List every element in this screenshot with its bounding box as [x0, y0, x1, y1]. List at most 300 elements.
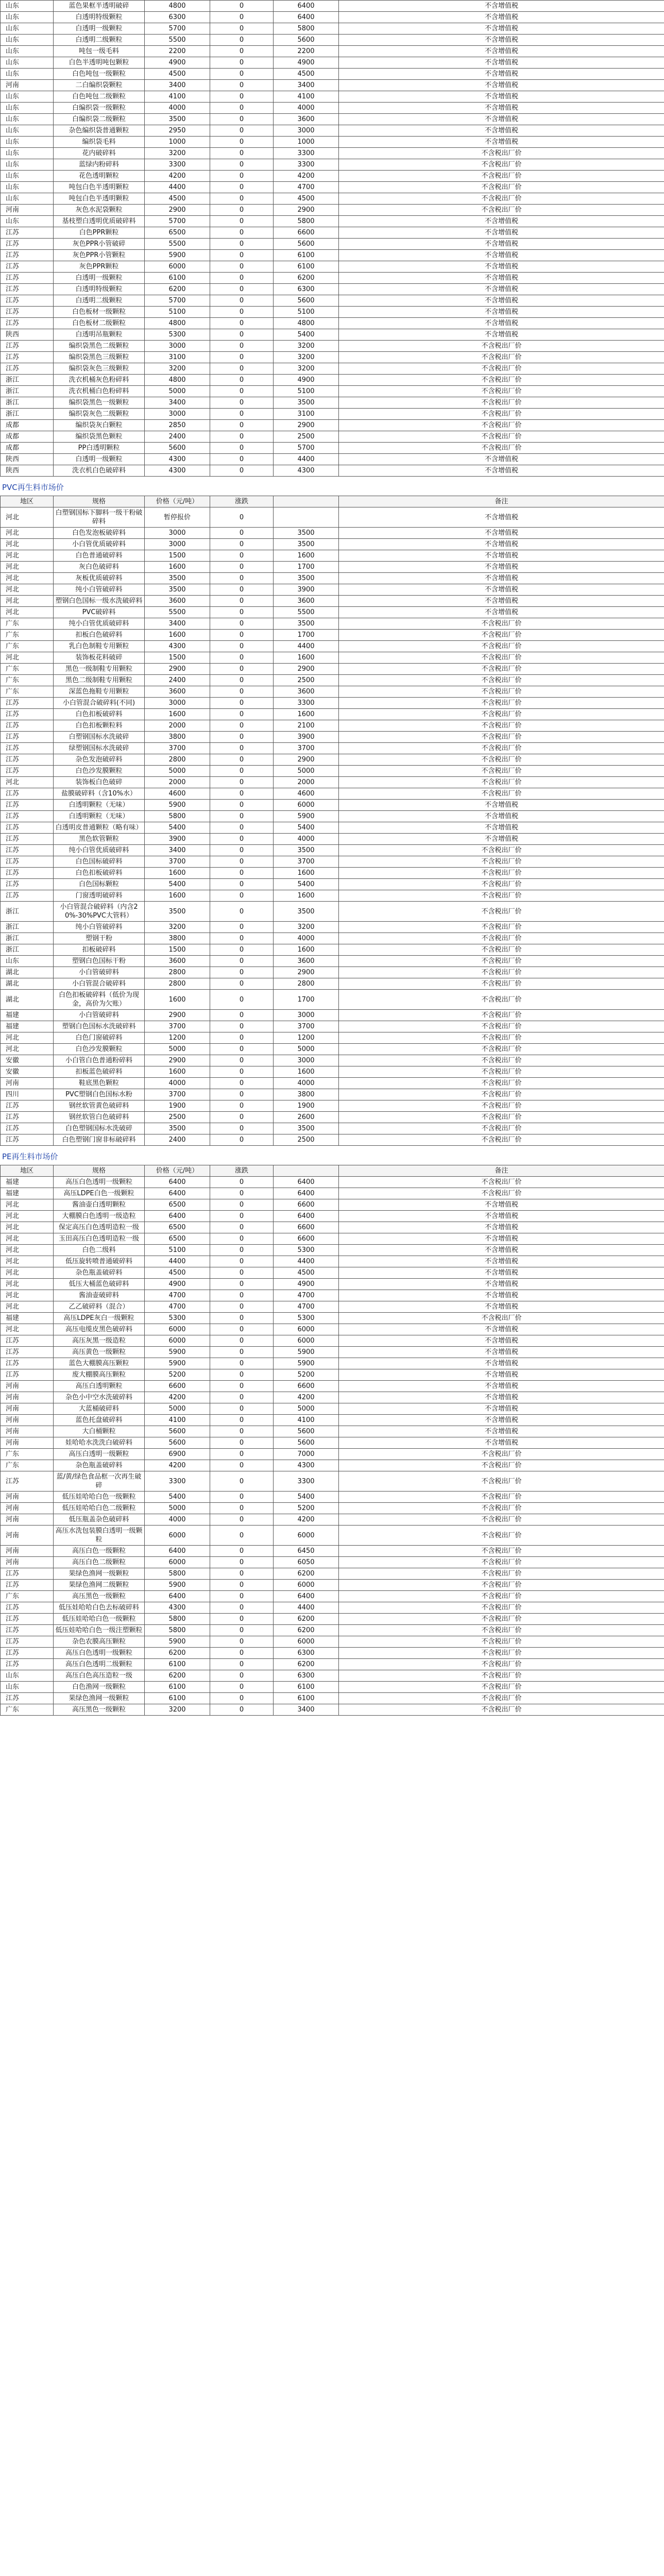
remark-cell: 不含税出厂价: [339, 1670, 664, 1682]
spec-cell: 蓝绿内粉碎料: [54, 159, 145, 171]
change-cell: 0: [210, 1546, 274, 1557]
remark-cell: 不含税出厂价: [339, 732, 664, 743]
remark-cell: 不含税出厂价: [339, 148, 664, 159]
price-high-cell: 4000: [274, 933, 339, 944]
region-cell: 江苏: [1, 1614, 54, 1625]
table-row: [1, 159, 664, 171]
price-high-cell: 5600: [274, 1426, 339, 1437]
price-cell: 2900: [145, 664, 210, 675]
column-header-extra: [274, 1165, 339, 1177]
spec-cell: 灰色PPR小管破碎: [54, 239, 145, 250]
spec-cell: 编织袋黑色三级颗粒: [54, 352, 145, 363]
spec-cell: 钢丝软管白色破碎料: [54, 1112, 145, 1123]
region-cell: 河南: [1, 1546, 54, 1557]
change-cell: 0: [210, 967, 274, 978]
price-high-cell: 5000: [274, 766, 339, 777]
remark-cell: 不含税出厂价: [339, 182, 664, 193]
spec-cell: 白色半透明吨包颗粒: [54, 57, 145, 69]
price-high-cell: 3500: [274, 618, 339, 630]
spec-cell: 洗衣机桶灰色粉碎料: [54, 375, 145, 386]
spec-cell: 低压娃哈哈白色二级颗粒: [54, 1503, 145, 1514]
spec-cell: 白色发泡板破碎料: [54, 528, 145, 539]
price-high-cell: 3300: [274, 1471, 339, 1492]
change-cell: 0: [210, 443, 274, 454]
table-row: [1, 1492, 664, 1503]
price-high-cell: 4700: [274, 182, 339, 193]
change-cell: 0: [210, 933, 274, 944]
remark-cell: 不含增值税: [339, 454, 664, 465]
region-cell: 广东: [1, 1704, 54, 1716]
spec-cell: 塑钢干粉: [54, 933, 145, 944]
price-high-cell: 5900: [274, 811, 339, 822]
table-row: [1, 193, 664, 205]
table-row: [1, 1134, 664, 1146]
spec-cell: 小白管混合破碎料（内含20%-30%PVC大管料）: [54, 902, 145, 922]
price-cell: 5800: [145, 1625, 210, 1636]
price-cell: 6100: [145, 1682, 210, 1693]
column-header-price: 价格（元/吨）: [145, 496, 210, 507]
price-high-cell: 6300: [274, 1648, 339, 1659]
spec-cell: 乳白色制鞋专用颗粒: [54, 641, 145, 652]
remark-cell: 不含增值税: [339, 1324, 664, 1335]
spec-cell: 灰板优质破碎料: [54, 573, 145, 584]
price-cell: 1600: [145, 890, 210, 902]
table-row: [1, 216, 664, 227]
spec-cell: 白色沙发膜颗粒: [54, 1044, 145, 1055]
region-cell: 山东: [1, 159, 54, 171]
remark-cell: 不含增值税: [339, 596, 664, 607]
change-cell: 0: [210, 902, 274, 922]
price-high-cell: 3400: [274, 80, 339, 91]
remark-cell: 不含增值税: [339, 1222, 664, 1233]
spec-cell: 高压LDPE灰白一级颗粒: [54, 1313, 145, 1324]
price-high-cell: 6200: [274, 1625, 339, 1636]
price-high-cell: 5400: [274, 329, 339, 341]
price-cell: 4700: [145, 1301, 210, 1313]
change-cell: 0: [210, 1503, 274, 1514]
price-cell: 1600: [145, 1066, 210, 1078]
remark-cell: 不含增值税: [339, 573, 664, 584]
change-cell: 0: [210, 1648, 274, 1659]
spec-cell: 高压黄色一级颗粒: [54, 1347, 145, 1358]
table-row: [1, 1032, 664, 1044]
price-high-cell: 6600: [274, 227, 339, 239]
spec-cell: 白色扣板颗粒料: [54, 720, 145, 732]
price-high-cell: 3400: [274, 1704, 339, 1716]
table-row: [1, 273, 664, 284]
region-cell: 江苏: [1, 1625, 54, 1636]
remark-cell: 不含增值税: [339, 550, 664, 562]
price-cell: 4400: [145, 1256, 210, 1267]
spec-cell: 扣板蓝色破碎料: [54, 1066, 145, 1078]
price-cell: 3500: [145, 114, 210, 125]
remark-cell: 不含税出厂价: [339, 754, 664, 766]
price-cell: 5000: [145, 1503, 210, 1514]
change-cell: 0: [210, 375, 274, 386]
change-cell: 0: [210, 363, 274, 375]
region-cell: 广东: [1, 618, 54, 630]
price-high-cell: 6600: [274, 1222, 339, 1233]
spec-cell: 白色板材一级颗粒: [54, 307, 145, 318]
price-high-cell: 5500: [274, 607, 339, 618]
table-row: [1, 562, 664, 573]
table-row: [1, 1279, 664, 1290]
remark-cell: 不含增值税: [339, 1369, 664, 1381]
spec-cell: 吨包白色半透明颗粒: [54, 193, 145, 205]
remark-cell: 不含税出厂价: [339, 933, 664, 944]
spec-cell: 废大棚膜高压颗粒: [54, 1369, 145, 1381]
spec-cell: 编织袋毛料: [54, 137, 145, 148]
price-high-cell: 5200: [274, 1503, 339, 1514]
column-header-change: 涨跌: [210, 1165, 274, 1177]
change-cell: 0: [210, 879, 274, 890]
remark-cell: 不含税出厂价: [339, 788, 664, 800]
price-high-cell: 6000: [274, 1580, 339, 1591]
price-cell: 5600: [145, 1426, 210, 1437]
price-cell: 3400: [145, 618, 210, 630]
table-row: [1, 1369, 664, 1381]
region-cell: 河北: [1, 1199, 54, 1211]
region-cell: 广东: [1, 675, 54, 686]
remark-cell: 不含税出厂价: [339, 766, 664, 777]
spec-cell: 白色渔网一级颗粒: [54, 1682, 145, 1693]
price-high-cell: 6400: [274, 12, 339, 23]
table-row: [1, 573, 664, 584]
spec-cell: 白色沙发膜颗粒: [54, 766, 145, 777]
region-cell: 江苏: [1, 698, 54, 709]
remark-cell: 不含税出厂价: [339, 1188, 664, 1199]
price-cell: 4900: [145, 57, 210, 69]
table-row: [1, 420, 664, 431]
region-cell: 河北: [1, 584, 54, 596]
price-cell: 3500: [145, 1123, 210, 1134]
price-high-cell: 2500: [274, 431, 339, 443]
spec-cell: 白色吨包二级颗粒: [54, 91, 145, 103]
spec-cell: 编织袋黑色二级颗粒: [54, 341, 145, 352]
price-high-cell: 6100: [274, 261, 339, 273]
price-high-cell: 3200: [274, 352, 339, 363]
region-cell: 山东: [1, 171, 54, 182]
change-cell: 0: [210, 1267, 274, 1279]
remark-cell: 不含税出厂价: [339, 1602, 664, 1614]
price-cell: 6400: [145, 1188, 210, 1199]
price-cell: 2400: [145, 675, 210, 686]
change-cell: 0: [210, 1670, 274, 1682]
price-high-cell: 5800: [274, 23, 339, 35]
price-cell: 6600: [145, 1381, 210, 1392]
change-cell: 0: [210, 1659, 274, 1670]
change-cell: 0: [210, 1704, 274, 1716]
table-row: [1, 91, 664, 103]
region-cell: 浙江: [1, 944, 54, 956]
table-row: [1, 933, 664, 944]
region-cell: 河北: [1, 1267, 54, 1279]
column-header-region: 地区: [1, 496, 54, 507]
table-row: [1, 103, 664, 114]
region-cell: 河北: [1, 507, 54, 528]
spec-cell: 低压大桶蓝色破碎料: [54, 1279, 145, 1290]
region-cell: 广东: [1, 686, 54, 698]
remark-cell: 不含税出厂价: [339, 652, 664, 664]
price-cell: 5500: [145, 239, 210, 250]
price-high-cell: 3600: [274, 956, 339, 967]
region-cell: 江苏: [1, 250, 54, 261]
table-row: [1, 1648, 664, 1659]
price-high-cell: 3700: [274, 1021, 339, 1032]
price-high-cell: 5400: [274, 822, 339, 834]
price-high-cell: 2900: [274, 420, 339, 431]
table-row: [1, 978, 664, 990]
price-high-cell: 3500: [274, 528, 339, 539]
spec-cell: 白色PPR颗粒: [54, 227, 145, 239]
price-cell: 1600: [145, 562, 210, 573]
spec-cell: 白透明一级颗粒: [54, 273, 145, 284]
price-cell: 6400: [145, 1211, 210, 1222]
price-cell: 6000: [145, 1324, 210, 1335]
price-high-cell: 5800: [274, 216, 339, 227]
spec-cell: 白色扣板破碎料: [54, 709, 145, 720]
remark-cell: 不含税出厂价: [339, 1614, 664, 1625]
change-cell: 0: [210, 573, 274, 584]
spec-cell: 白透明皮普通颗粒（略有味）: [54, 822, 145, 834]
change-cell: 0: [210, 1614, 274, 1625]
table-row: [1, 1233, 664, 1245]
region-cell: 江苏: [1, 1134, 54, 1146]
table-row: [1, 1021, 664, 1032]
remark-cell: 不含税出厂价: [339, 352, 664, 363]
spec-cell: 白色塑钢国标水洗破碎: [54, 1123, 145, 1134]
spec-cell: 高压白色透明一级颗粒: [54, 1177, 145, 1188]
change-cell: 0: [210, 562, 274, 573]
spec-cell: 果绿色渔网二级颗粒: [54, 1580, 145, 1591]
change-cell: 0: [210, 352, 274, 363]
spec-cell: 白色扣板破碎料（低价为现金，高价为欠账）: [54, 990, 145, 1010]
region-cell: 江苏: [1, 845, 54, 856]
region-cell: 河南: [1, 1526, 54, 1546]
price-cell: 3200: [145, 1704, 210, 1716]
remark-cell: 不含税出厂价: [339, 720, 664, 732]
spec-cell: 小白管混合破碎料: [54, 978, 145, 990]
price-high-cell: 4500: [274, 193, 339, 205]
table-row: [1, 1580, 664, 1591]
table-row: [1, 205, 664, 216]
table-row: [1, 584, 664, 596]
price-high-cell: 4600: [274, 788, 339, 800]
region-cell: 山东: [1, 46, 54, 57]
price-high-cell: 5000: [274, 1044, 339, 1055]
table-row: [1, 1044, 664, 1055]
price-cell: 暂停报价: [145, 507, 210, 528]
remark-cell: 不含增值税: [339, 465, 664, 477]
price-high-cell: 6200: [274, 273, 339, 284]
region-cell: 浙江: [1, 386, 54, 397]
price-high-cell: 1000: [274, 137, 339, 148]
remark-cell: 不含税出厂价: [339, 902, 664, 922]
change-cell: 0: [210, 239, 274, 250]
spec-cell: 花色透明颗粒: [54, 171, 145, 182]
table-row: [1, 1514, 664, 1526]
price-cell: 3700: [145, 1021, 210, 1032]
remark-cell: 不含税出厂价: [339, 1591, 664, 1602]
spec-cell: 小白管破碎料: [54, 1010, 145, 1021]
price-cell: 2500: [145, 1112, 210, 1123]
price-high-cell: 3500: [274, 1123, 339, 1134]
region-cell: 江苏: [1, 766, 54, 777]
spec-cell: 白编织袋二级颗粒: [54, 114, 145, 125]
table-row: [1, 990, 664, 1010]
price-high-cell: 4700: [274, 1290, 339, 1301]
remark-cell: 不含增值税: [339, 114, 664, 125]
price-cell: 5600: [145, 443, 210, 454]
change-cell: 0: [210, 720, 274, 732]
price-high-cell: 3000: [274, 1010, 339, 1021]
region-cell: 河南: [1, 80, 54, 91]
price-cell: 2400: [145, 431, 210, 443]
price-high-cell: 6100: [274, 1682, 339, 1693]
remark-cell: 不含税出厂价: [339, 386, 664, 397]
price-high-cell: 1600: [274, 944, 339, 956]
spec-cell: 白色板材二级颗粒: [54, 318, 145, 329]
price-cell: 1500: [145, 944, 210, 956]
table-row: [1, 1471, 664, 1492]
remark-cell: 不含税出厂价: [339, 363, 664, 375]
change-cell: 0: [210, 1, 274, 12]
region-cell: 江苏: [1, 743, 54, 754]
region-cell: 江苏: [1, 1648, 54, 1659]
change-cell: 0: [210, 1492, 274, 1503]
remark-cell: 不含增值税: [339, 539, 664, 550]
remark-cell: 不含增值税: [339, 1211, 664, 1222]
table-row: [1, 1602, 664, 1614]
price-cell: 4200: [145, 1392, 210, 1403]
region-cell: 河北: [1, 777, 54, 788]
spec-cell: 基枝塑白透明优质破碎料: [54, 216, 145, 227]
remark-cell: 不含税出厂价: [339, 1044, 664, 1055]
change-cell: 0: [210, 1625, 274, 1636]
table-row: [1, 35, 664, 46]
change-cell: 0: [210, 397, 274, 409]
table-row: [1, 1267, 664, 1279]
change-cell: 0: [210, 1369, 274, 1381]
change-cell: 0: [210, 1324, 274, 1335]
change-cell: 0: [210, 641, 274, 652]
price-high-cell: 4000: [274, 1078, 339, 1089]
table-row: [1, 1636, 664, 1648]
spec-cell: 塑钢白色国标水洗破碎料: [54, 1021, 145, 1032]
change-cell: 0: [210, 69, 274, 80]
spec-cell: 高压白色高压造粒一级: [54, 1670, 145, 1682]
region-cell: 河北: [1, 1044, 54, 1055]
spec-cell: 高压水洗包装膜白透明一级颗粒: [54, 1526, 145, 1546]
change-cell: 0: [210, 216, 274, 227]
region-cell: 江苏: [1, 239, 54, 250]
remark-cell: 不含税出厂价: [339, 420, 664, 431]
table-row: [1, 652, 664, 664]
change-cell: 0: [210, 1358, 274, 1369]
remark-cell: 不含税出厂价: [339, 1055, 664, 1066]
price-cell: 3400: [145, 397, 210, 409]
price-cell: 2800: [145, 978, 210, 990]
price-cell: 5000: [145, 766, 210, 777]
price-cell: 4400: [145, 182, 210, 193]
change-cell: 0: [210, 539, 274, 550]
change-cell: 0: [210, 318, 274, 329]
price-cell: 5400: [145, 879, 210, 890]
spec-cell: 编织袋灰色二级颗粒: [54, 409, 145, 420]
price-high-cell: 1200: [274, 1032, 339, 1044]
price-high-cell: 5600: [274, 35, 339, 46]
change-cell: 0: [210, 978, 274, 990]
region-cell: 湖北: [1, 978, 54, 990]
spec-cell: 大棚膜白色透明一级造粒: [54, 1211, 145, 1222]
change-cell: 0: [210, 261, 274, 273]
remark-cell: 不含增值税: [339, 1335, 664, 1347]
price-cell: 5800: [145, 1568, 210, 1580]
price-cell: 2800: [145, 967, 210, 978]
price-cell: 5900: [145, 250, 210, 261]
region-cell: 河南: [1, 1437, 54, 1449]
change-cell: 0: [210, 1245, 274, 1256]
region-cell: 江苏: [1, 709, 54, 720]
table-row: [1, 329, 664, 341]
remark-cell: 不含税出厂价: [339, 171, 664, 182]
spec-cell: 绿塑钢国标水洗破碎: [54, 743, 145, 754]
spec-cell: 白色吨包一级颗粒: [54, 69, 145, 80]
spec-cell: 编织袋黑色颗粒: [54, 431, 145, 443]
table-row: [1, 1301, 664, 1313]
price-cell: 2900: [145, 1055, 210, 1066]
remark-cell: 不含税出厂价: [339, 1492, 664, 1503]
change-cell: 0: [210, 148, 274, 159]
change-cell: 0: [210, 1188, 274, 1199]
price-high-cell: 5900: [274, 1358, 339, 1369]
table-row: [1, 664, 664, 675]
price-cell: 1000: [145, 137, 210, 148]
change-cell: 0: [210, 1100, 274, 1112]
change-cell: 0: [210, 307, 274, 318]
region-cell: 江苏: [1, 1602, 54, 1614]
change-cell: 0: [210, 990, 274, 1010]
spec-cell: 灰色水泥袋颗粒: [54, 205, 145, 216]
table-row: [1, 1347, 664, 1358]
remark-cell: 不含税出厂价: [339, 675, 664, 686]
region-cell: 山东: [1, 1670, 54, 1682]
price-high-cell: 6200: [274, 1614, 339, 1625]
spec-cell: 低压娃哈哈白色一级颗粒: [54, 1614, 145, 1625]
change-cell: 0: [210, 1557, 274, 1568]
region-cell: 河北: [1, 1032, 54, 1044]
change-cell: 0: [210, 1568, 274, 1580]
price-cell: 3000: [145, 539, 210, 550]
table-row: [1, 250, 664, 261]
remark-cell: 不含增值税: [339, 1290, 664, 1301]
price-high-cell: 2900: [274, 205, 339, 216]
change-cell: 0: [210, 1335, 274, 1347]
price-high-cell: 4200: [274, 1514, 339, 1526]
spec-cell: 盐膜破碎料（含10%水）: [54, 788, 145, 800]
remark-cell: 不含税出厂价: [339, 1471, 664, 1492]
table-row: [1, 1055, 664, 1066]
price-cell: 2850: [145, 420, 210, 431]
table-row: [1, 114, 664, 125]
change-cell: 0: [210, 1682, 274, 1693]
remark-cell: 不含税出厂价: [339, 1089, 664, 1100]
price-high-cell: [274, 507, 339, 528]
region-cell: 江苏: [1, 1369, 54, 1381]
change-cell: 0: [210, 182, 274, 193]
region-cell: 河北: [1, 1324, 54, 1335]
price-high-cell: 2900: [274, 754, 339, 766]
